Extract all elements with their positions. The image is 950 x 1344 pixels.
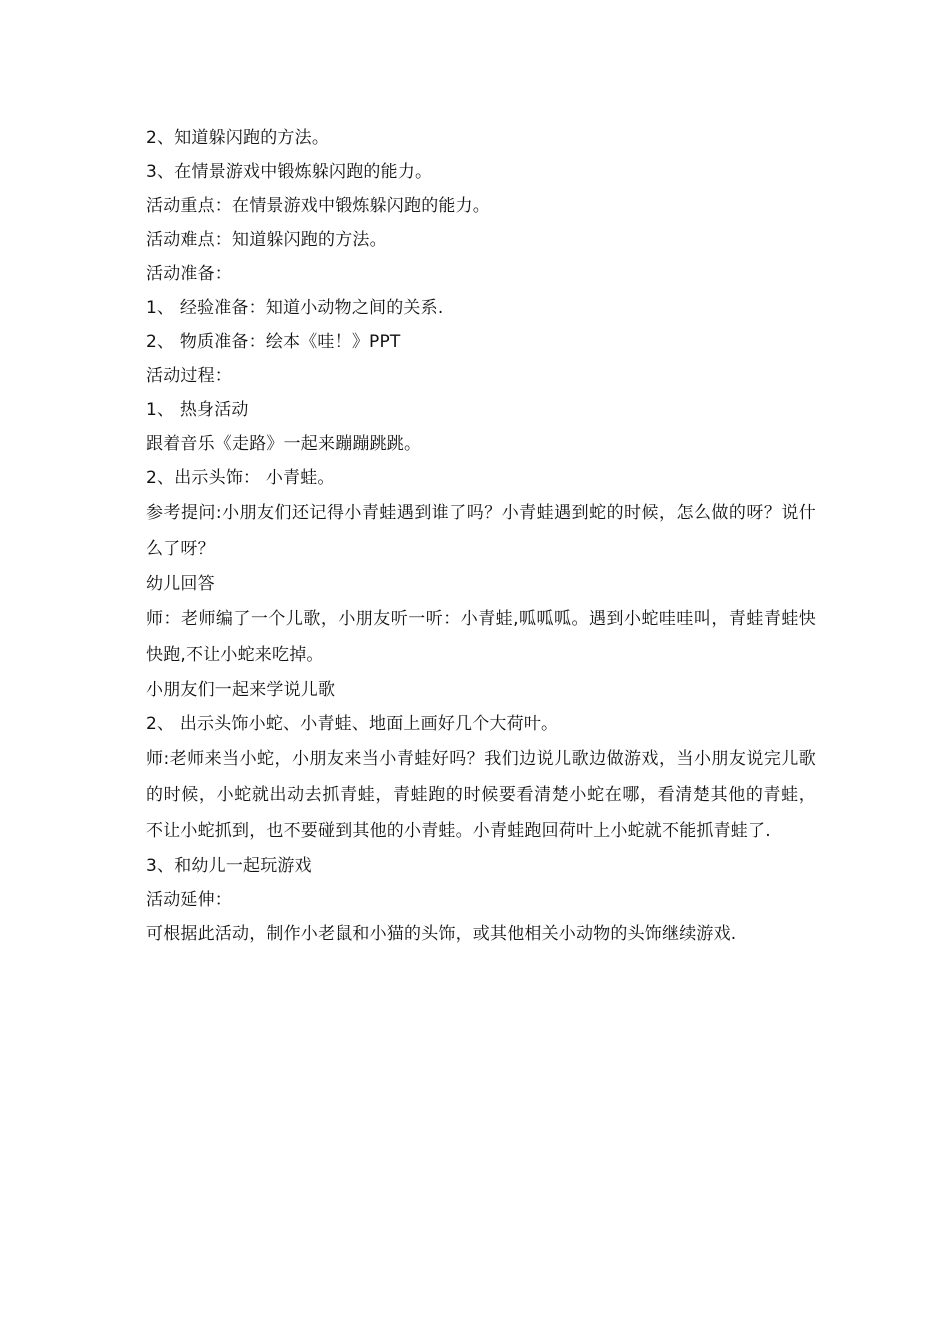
process-step-2-game-setup: 2、 出示头饰小蛇、小青蛙、地面上画好几个大荷叶。 bbox=[146, 714, 559, 734]
learn-song-line: 小朋友们一起来学说儿歌 bbox=[146, 680, 336, 700]
preparation-experience: 1、 经验准备：知道小动物之间的关系. bbox=[146, 298, 444, 318]
process-heading: 活动过程： bbox=[146, 366, 232, 386]
activity-focus: 活动重点：在情景游戏中锻炼躲闪跑的能力。 bbox=[146, 196, 490, 216]
preparation-heading: 活动准备： bbox=[146, 264, 232, 284]
preparation-material: 2、 物质准备：绘本《哇！》PPT bbox=[146, 332, 401, 352]
child-answer: 幼儿回答 bbox=[146, 574, 215, 594]
process-step-2-headwear: 2、出示头饰： 小青蛙。 bbox=[146, 468, 335, 488]
activity-difficulty: 活动难点：知道躲闪跑的方法。 bbox=[146, 230, 387, 250]
process-step-1: 1、 热身活动 bbox=[146, 400, 249, 420]
objective-2: 2、知道躲闪跑的方法。 bbox=[146, 128, 330, 148]
document-body bbox=[146, 121, 816, 951]
game-rules-paragraph: 师:老师来当小蛇，小朋友来当小青蛙好吗？我们边说儿歌边做游戏，当小朋友说完儿歌的时候，小蛇就出动去抓青蛙，青蛙跑的时候要看清楚小蛇在哪，看清楚其他的青蛙，不让小蛇抓到，也不要碰到其他的小青蛙。小青蛙跑回荷叶上小蛇就不能抓青蛙了. bbox=[146, 749, 816, 841]
process-step-3: 3、和幼儿一起玩游戏 bbox=[146, 856, 312, 876]
teacher-song-paragraph: 师：老师编了一个儿歌，小朋友听一听：小青蛙,呱呱呱。遇到小蛇哇哇叫，青蛙青蛙快快跑,不让小蛇来吃掉。 bbox=[146, 609, 816, 665]
warmup-text: 跟着音乐《走路》一起来蹦蹦跳跳。 bbox=[146, 434, 422, 454]
question-paragraph: 参考提问:小朋友们还记得小青蛙遇到谁了吗？小青蛙遇到蛇的时候，怎么做的呀？说什么了呀？ bbox=[146, 503, 816, 559]
objective-3: 3、在情景游戏中锻炼躲闪跑的能力。 bbox=[146, 162, 433, 182]
extension-heading: 活动延伸： bbox=[146, 890, 232, 910]
extension-text: 可根据此活动，制作小老鼠和小猫的头饰，或其他相关小动物的头饰继续游戏. bbox=[146, 924, 737, 944]
